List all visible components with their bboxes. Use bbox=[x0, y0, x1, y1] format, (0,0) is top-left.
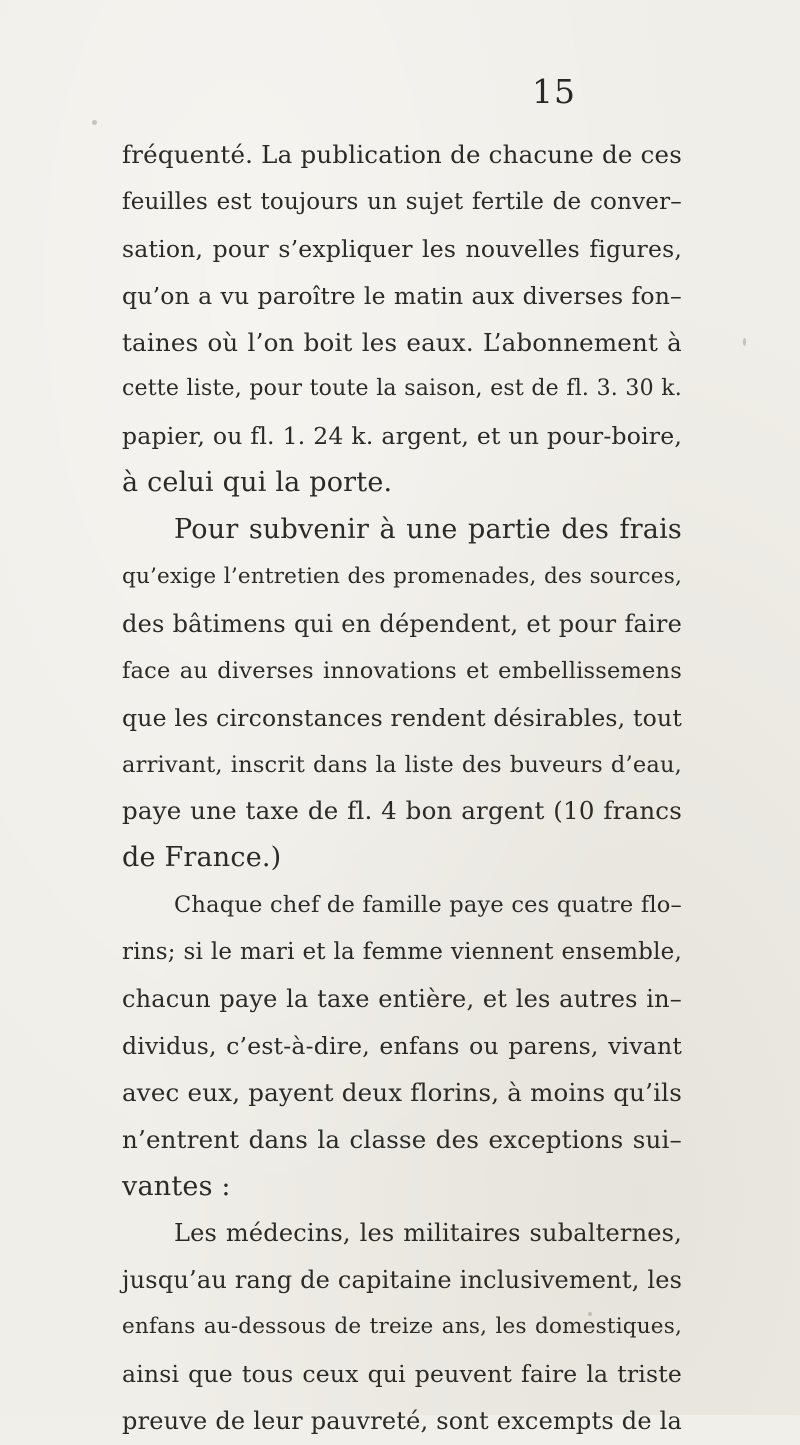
text-line: à celui qui la porte. bbox=[122, 467, 393, 499]
text-line: de France.) bbox=[122, 842, 282, 874]
text-line: papier, ou fl. 1. 24 k. argent, et un pour-boire, bbox=[122, 422, 682, 451]
text-line: arrivant, inscrit dans la liste des buveurs d’eau, bbox=[122, 751, 682, 778]
text-line: sation, pour s’expliquer les nouvelles figures, bbox=[122, 234, 682, 263]
text-line: des bâtimens qui en dépendent, et pour faire bbox=[122, 609, 682, 638]
text-line: vantes : bbox=[122, 1170, 231, 1202]
body-text bbox=[122, 132, 682, 1445]
page-number: 15 bbox=[532, 72, 576, 111]
paper-speck bbox=[588, 1312, 592, 1316]
text-line: preuve de leur pauvreté, sont excempts de la bbox=[122, 1407, 682, 1436]
text-line: enfans au-dessous de treize ans, les domestiques, bbox=[122, 1314, 682, 1340]
text-line: chacun paye la taxe entière, et les autres in– bbox=[122, 985, 682, 1014]
text-line: jusqu’au rang de capitaine inclusivement, les bbox=[122, 1266, 683, 1295]
text-line: face au diverses innovations et embellissemens bbox=[122, 657, 682, 684]
text-line: rins; si le mari et la femme viennent ensemble, bbox=[122, 939, 682, 966]
text-line: que les circonstances rendent désirables, tout bbox=[122, 703, 682, 732]
text-line: cette liste, pour toute la saison, est de fl. 3. 30 k. bbox=[122, 376, 682, 402]
text-line: qu’exige l’entretien des promenades, des sources, bbox=[122, 564, 682, 590]
text-line: dividus, c’est-à-dire, enfans ou parens, vivant bbox=[122, 1031, 682, 1060]
text-line: Les médecins, les militaires subalternes, bbox=[174, 1219, 682, 1248]
text-line: fréquenté. La publication de chacune de ces bbox=[122, 140, 682, 169]
text-line: Pour subvenir à une partie des frais bbox=[174, 514, 682, 546]
text-line: qu’on a vu paroître le matin aux diverses fon– bbox=[122, 281, 682, 310]
text-line: ainsi que tous ceux qui peuvent faire la triste bbox=[122, 1360, 682, 1389]
paper-speck bbox=[92, 120, 97, 125]
text-line: Chaque chef de famille paye ces quatre flo– bbox=[174, 892, 682, 919]
text-line: taines où l’on boit les eaux. L’abonnement à bbox=[122, 327, 682, 357]
paper-speck bbox=[743, 338, 746, 346]
text-line: feuilles est toujours un sujet fertile de conver– bbox=[122, 188, 682, 215]
text-line: n’entrent dans la classe des exceptions sui– bbox=[122, 1124, 682, 1154]
text-line: paye une taxe de fl. 4 bon argent (10 francs bbox=[122, 796, 682, 826]
text-line: avec eux, payent deux florins, à moins qu’ils bbox=[122, 1077, 682, 1107]
paper-speck bbox=[413, 770, 416, 773]
